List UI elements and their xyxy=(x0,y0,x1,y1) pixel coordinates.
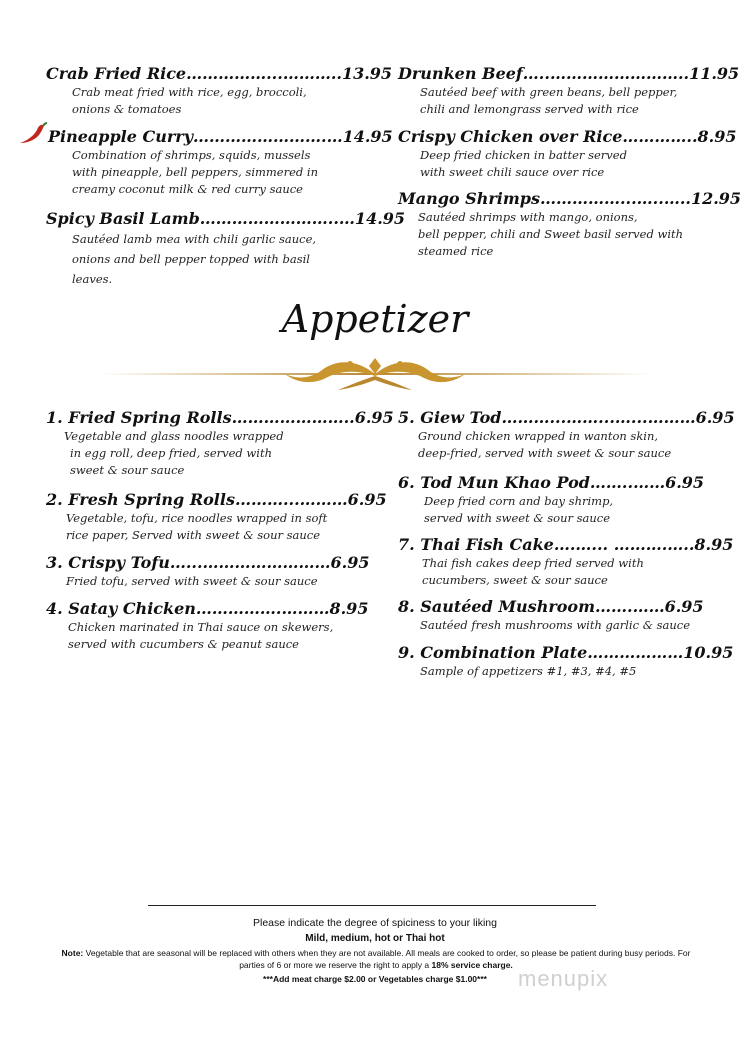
item-name: 4. Satay Chicken…………….………8.95 xyxy=(46,599,369,618)
item-name: 7. Thai Fish Cake….…... ……….…..8.95 xyxy=(398,535,734,554)
item-name: 5. Giew Tod………...……...…...………6.95 xyxy=(398,408,735,427)
note-text: Vegetable that are seasonal will be replaced with others when they are not available. All meals are cooked to order, so please be patient during busy periods. For xyxy=(83,948,691,958)
menu-item xyxy=(398,64,739,118)
item-name: Pineapple Curry…………………….…14.95 xyxy=(48,127,393,146)
item-description: Sautéed beef with green beans, bell pepper, chili and lemongrass served with rice xyxy=(420,85,678,116)
extra-charge-note: ***Add meat charge $2.00 or Vegetables charge $1.00*** xyxy=(263,974,487,984)
watermark: menupix xyxy=(518,966,609,991)
item-description: Sautéed lamb mea with chili garlic sauce, onions and bell pepper topped with basil leaves. xyxy=(72,232,317,286)
item-name: Spicy Basil Lamb……………………..…14.95 xyxy=(46,209,406,228)
item-description: Deep fried corn and bay shrimp, served with sweet & sour sauce xyxy=(424,494,614,525)
item-description: Combination of shrimps, squids, mussels with pineapple, bell peppers, simmered in creamy coconut milk & red curry sauce xyxy=(72,148,319,196)
item-description: Sautéed fresh mushrooms with garlic & sauce xyxy=(420,618,691,632)
appetizer-item xyxy=(398,408,735,462)
menu-item xyxy=(46,64,392,118)
item-description: Vegetable and glass noodles wrapped in egg roll, deep fried, served with sweet & sour sauce xyxy=(64,429,284,477)
item-description: Deep fried chicken in batter served with sweet chili sauce over rice xyxy=(420,148,627,179)
appetizer-item xyxy=(398,597,704,634)
appetizer-item xyxy=(398,535,733,589)
section-title: Appetizer xyxy=(281,297,469,341)
note-label: Note: xyxy=(61,948,84,958)
appetizer-item xyxy=(46,490,387,544)
item-name: 6. Tod Mun Khao Pod……..……6.95 xyxy=(398,473,705,492)
item-name: Crispy Chicken over Rice…………..8.95 xyxy=(398,127,737,146)
menu-item xyxy=(46,209,405,289)
item-description: Sautéed shrimps with mango, onions, bell pepper, chili and Sweet basil served with steamed rice xyxy=(418,210,684,258)
item-description: Crab meat fried with rice, egg, broccoli, onions & tomatoes xyxy=(72,85,307,116)
item-description: Fried tofu, served with sweet & sour sauce xyxy=(66,574,318,588)
item-name: 2. Fresh Spring Rolls………...………6.95 xyxy=(46,490,387,509)
menu-item xyxy=(398,189,741,260)
item-name: Mango Shrimps……………...…..…..12.95 xyxy=(398,189,742,208)
item-description: Sample of appetizers #1, #3, #4, #5 xyxy=(420,664,637,678)
item-name: Drunken Beef…..……………………..11.95 xyxy=(398,64,740,83)
appetizer-item xyxy=(46,553,370,590)
menu-item xyxy=(398,127,737,181)
spiciness-instruction: Please indicate the degree of spiciness to your liking xyxy=(253,917,497,929)
appetizer-item xyxy=(46,408,394,479)
item-description: Chicken marinated in Thai sauce on skewers, served with cucumbers & peanut sauce xyxy=(68,620,334,651)
footer-divider xyxy=(148,905,596,906)
item-description: Vegetable, tofu, rice noodles wrapped in soft rice paper, Served with sweet & sour sauce xyxy=(66,511,328,542)
item-name: 3. Crispy Tofu…...……………………6.95 xyxy=(46,553,370,572)
note-text-2: parties of 6 or more we reserve the right to apply a xyxy=(239,960,432,970)
service-charge: 18% service charge. xyxy=(431,960,513,970)
item-name: 8. Sautéed Mushroom…….……6.95 xyxy=(398,597,704,616)
appetizer-item xyxy=(398,643,733,680)
spiciness-levels: Mild, medium, hot or Thai hot xyxy=(305,933,445,944)
item-name: 9. Combination Plate………………10.95 xyxy=(398,643,734,662)
chili-icon xyxy=(18,122,48,148)
item-name: 1. Fried Spring Rolls…………………..6.95 xyxy=(46,408,394,427)
appetizer-item xyxy=(46,599,368,653)
appetizer-item xyxy=(398,473,704,527)
ornament-divider-icon xyxy=(100,350,650,394)
menu-item xyxy=(48,127,393,198)
item-description: Ground chicken wrapped in wanton skin, deep-fried, served with sweet & sour sauce xyxy=(418,429,672,460)
item-name: Crab Fried Rice……………...………..13.95 xyxy=(46,64,393,83)
item-description: Thai fish cakes deep fried served with cucumbers, sweet & sour sauce xyxy=(422,556,644,587)
